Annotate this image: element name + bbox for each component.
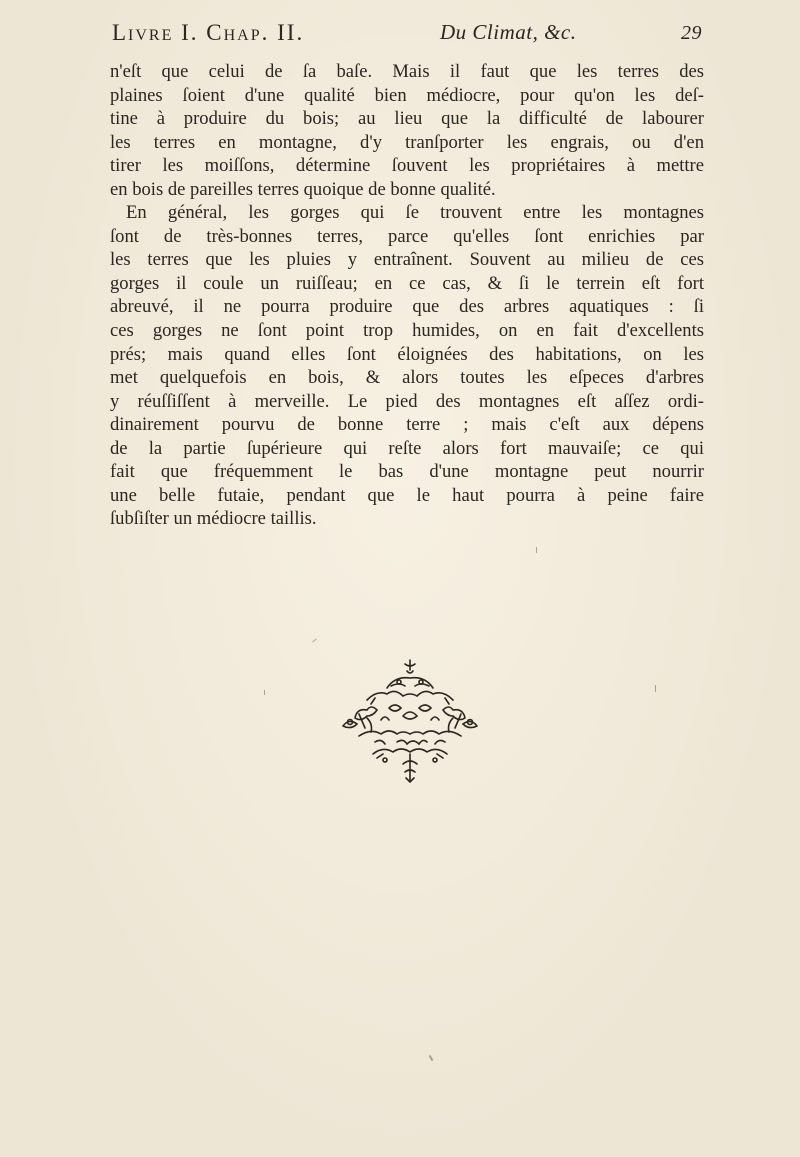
text-line: fait que fréquemment le bas d'une montagne peut nourrir	[110, 461, 704, 483]
text-line: plaines ſoient d'une qualité bien médiocre, pour qu'on les deſ-	[110, 84, 704, 106]
book-chapter-heading: Livre I. Chap. II.	[112, 20, 305, 45]
text-line: n'eſt que celui de ſa baſe. Mais il faut que les terres des	[110, 61, 704, 82]
text-line: de la partie ſupérieure qui reſte alors fort mauvaiſe; ce qui	[110, 437, 704, 459]
text-line: en bois de pareilles terres quoique de bonne qualité.	[110, 178, 496, 200]
section-title: Du Climat, &c.	[440, 20, 577, 44]
text-line: ſont de très-bonnes terres, parce qu'elles ſont enrichies par	[110, 225, 704, 247]
text-line: les terres que les pluies y entraînent. Souvent au milieu de ces	[110, 249, 704, 271]
text-line: abreuvé, il ne pourra produire que des arbres aquatiques : ſi	[110, 296, 704, 318]
text-line: ces gorges ne ſont point trop humides, on en fait d'excellents	[110, 320, 704, 342]
text-line: une belle futaie, pendant que le haut pourra à peine faire	[110, 484, 704, 506]
text-line: ſubſiſter un médiocre taillis.	[110, 508, 317, 530]
floral-tailpiece-ornament-icon	[315, 658, 505, 783]
body-text	[110, 60, 704, 531]
text-line: met quelquefois en bois, & alors toutes les eſpeces d'arbres	[110, 367, 704, 389]
text-line: dinairement pourvu de bonne terre ; mais c'eſt aux dépens	[110, 414, 704, 436]
text-line: En général, les gorges qui ſe trouvent entre les montagnes	[126, 202, 704, 224]
text-line: les terres en montagne, d'y tranſporter les engrais, ou d'en	[110, 131, 704, 153]
text-line: y réuſſiſſent à merveille. Le pied des montagnes eſt aſſez ordi-	[110, 390, 704, 412]
text-line: tine à produire du bois; au lieu que la difficulté de labourer	[110, 108, 704, 130]
text-line: prés; mais quand elles ſont éloignées des habitations, on les	[110, 343, 704, 365]
page-number: 29	[681, 22, 702, 44]
text-line: gorges il coule un ruiſſeau; en ce cas, & ſi le terrein eſt fort	[110, 272, 704, 294]
text-line: tirer les moiſſons, détermine ſouvent les propriétaires à mettre	[110, 155, 704, 177]
running-head	[112, 20, 702, 54]
